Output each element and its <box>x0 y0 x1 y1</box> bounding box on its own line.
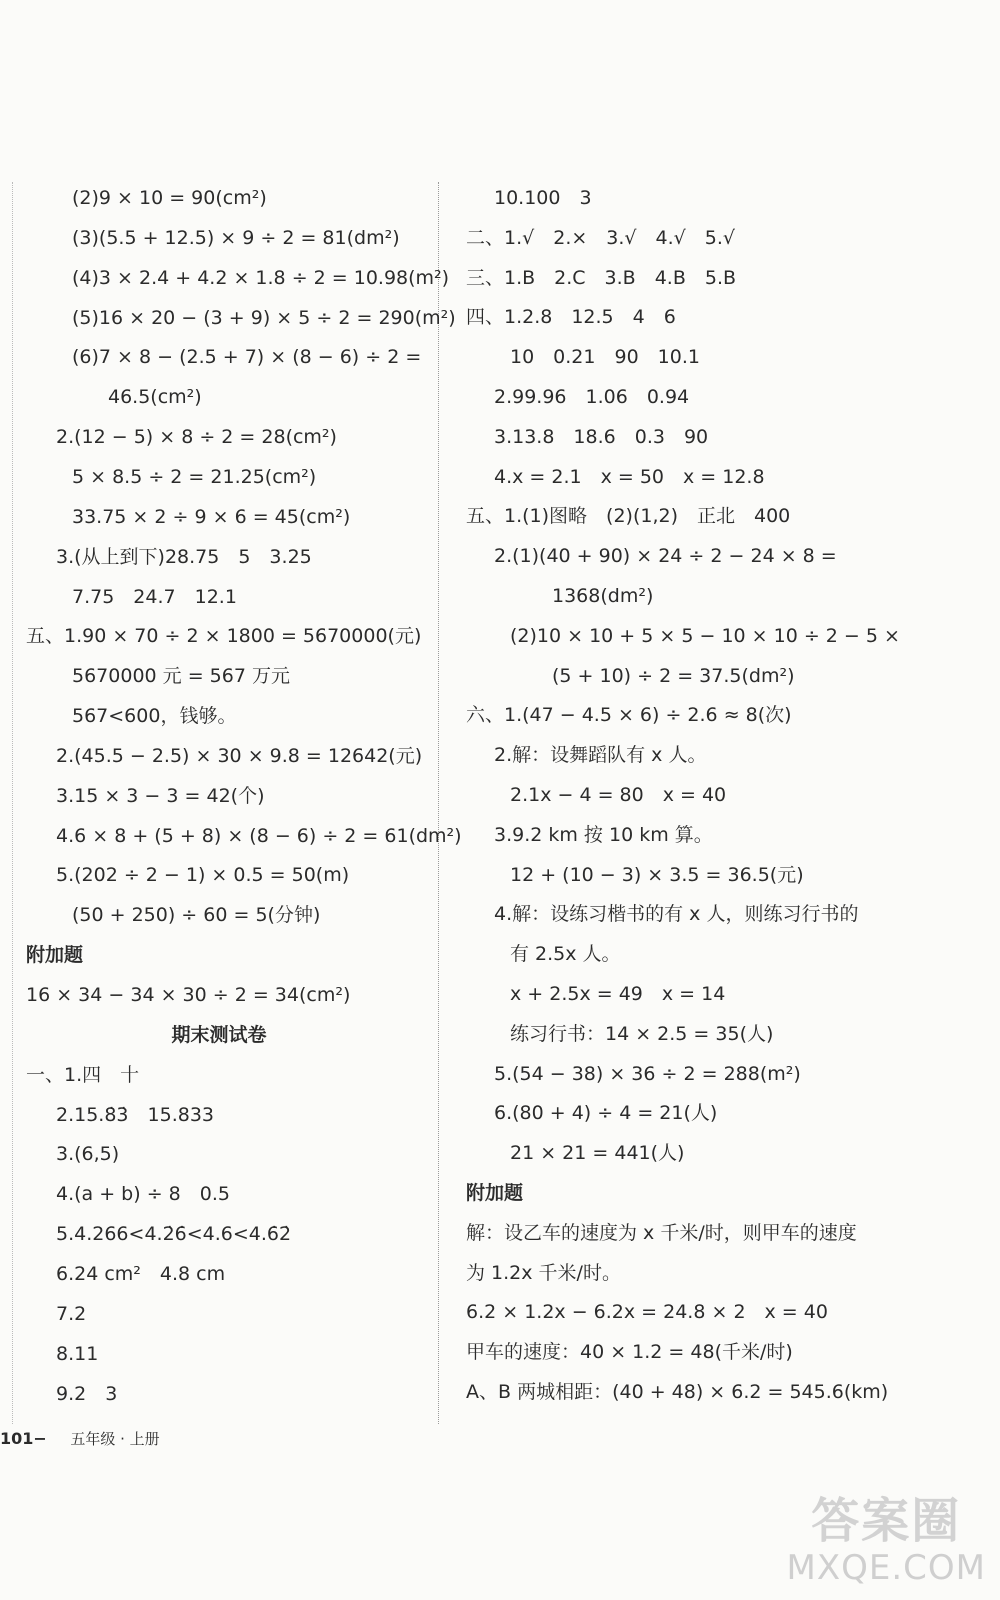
left-answer-line: 附加题 <box>26 944 84 967</box>
left-answer-line: 4.6 × 8 + (5 + 8) × (8 − 6) ÷ 2 = 61(dm²) <box>56 824 462 847</box>
page-footer <box>0 1428 160 1449</box>
left-answer-line: 33.75 × 2 ÷ 9 × 6 = 45(cm²) <box>72 505 351 528</box>
left-answer-line: 5670000 元 = 567 万元 <box>72 665 290 688</box>
right-answer-line: 10 0.21 90 10.1 <box>510 346 700 369</box>
right-answer-line: 2.1x − 4 = 80 x = 40 <box>510 784 727 806</box>
right-answer-line: 2.(1)(40 + 90) × 24 ÷ 2 − 24 × 8 = <box>494 545 837 568</box>
right-answer-line: 解：设乙车的速度为 x 千米/时，则甲车的速度 <box>466 1221 857 1244</box>
right-answer-line: (2)10 × 10 + 5 × 5 − 10 × 10 ÷ 2 − 5 × <box>510 624 900 647</box>
left-answer-line: 2.(45.5 − 2.5) × 30 × 9.8 = 12642(元) <box>56 744 423 767</box>
left-answer-line: 期末测试卷 <box>171 1023 267 1046</box>
left-answer-line: 6.24 cm² 4.8 cm <box>56 1262 226 1285</box>
right-answer-line: 四、1.2.8 12.5 4 6 <box>466 306 676 329</box>
left-answer-line: (5)16 × 20 − (3 + 9) × 5 ÷ 2 = 290(m²) <box>72 306 456 329</box>
right-answer-line: 6.(80 + 4) ÷ 4 = 21(人) <box>494 1102 718 1125</box>
right-answer-line: (5 + 10) ÷ 2 = 37.5(dm²) <box>552 664 795 687</box>
left-answer-line: 五、1.90 × 70 ÷ 2 × 1800 = 5670000(元) <box>26 625 422 648</box>
grade-label: 五年级 · 上册 <box>70 1430 160 1448</box>
left-answer-line: 7.75 24.7 12.1 <box>72 585 237 608</box>
left-answer-line: 3.15 × 3 − 3 = 42(个) <box>56 784 265 807</box>
left-answer-line: (2)9 × 10 = 90(cm²) <box>72 187 267 209</box>
right-answer-line: 10.100 3 <box>494 187 592 209</box>
right-answer-line: 2.解：设舞蹈队有 x 人。 <box>494 744 707 767</box>
right-answer-line: 为 1.2x 千米/时。 <box>466 1261 621 1284</box>
left-answer-line: 2.(12 − 5) × 8 ÷ 2 = 28(cm²) <box>56 426 337 449</box>
right-answer-line: 4.解：设练习楷书的有 x 人，则练习行书的 <box>494 903 859 926</box>
left-answer-line: 46.5(cm²) <box>108 386 202 409</box>
watermark <box>786 1494 986 1588</box>
left-answer-line: 3.(从上到下)28.75 5 3.25 <box>56 545 312 568</box>
left-answer-line: 4.(a + b) ÷ 8 0.5 <box>56 1183 230 1206</box>
right-answer-line: 甲车的速度：40 × 1.2 = 48(千米/时) <box>466 1341 793 1364</box>
right-answer-line: 12 + (10 − 3) × 3.5 = 36.5(元) <box>510 863 804 886</box>
left-answer-line: (6)7 × 8 − (2.5 + 7) × (8 − 6) ÷ 2 = <box>72 346 422 369</box>
right-answer-line: 有 2.5x 人。 <box>510 943 621 966</box>
left-answer-line: 8.11 <box>56 1342 99 1365</box>
right-answer-line: 练习行书：14 × 2.5 = 35(人) <box>510 1022 774 1045</box>
right-answer-line: 三、1.B 2.C 3.B 4.B 5.B <box>466 266 737 289</box>
right-answer-line: x + 2.5x = 49 x = 14 <box>510 983 726 1005</box>
left-answer-line: 5.4.266<4.2̇6̇<4.6<4.6̇2̇ <box>56 1223 292 1246</box>
left-answer-line: (50 + 250) ÷ 60 = 5(分钟) <box>72 904 321 927</box>
left-answer-line: 7.2 <box>56 1302 87 1325</box>
watermark-logo-text: 答案圈 <box>811 1493 962 1549</box>
left-answer-line: 5 × 8.5 ÷ 2 = 21.25(cm²) <box>72 465 317 488</box>
page-number: 101− <box>0 1429 47 1448</box>
right-answer-line: 4.x = 2.1 x = 50 x = 12.8 <box>494 465 765 488</box>
left-answer-line: 9.2 3 <box>56 1382 118 1405</box>
right-answer-line: 六、1.(47 − 4.5 × 6) ÷ 2.6 ≈ 8(次) <box>466 704 792 727</box>
right-answer-line: 5.(54 − 38) × 36 ÷ 2 = 288(m²) <box>494 1062 801 1085</box>
right-answer-line: 2.99.96 1.06 0.94 <box>494 386 690 408</box>
right-answer-line: 1368(dm²) <box>552 585 654 607</box>
right-answer-line: 3.13.8 18.6 0.3 90 <box>494 425 709 448</box>
left-page-border <box>12 182 13 1424</box>
right-answer-line: 附加题 <box>466 1182 524 1204</box>
right-answer-line: 五、1.(1)图略 (2)(1,2) 正北 400 <box>466 505 791 528</box>
left-answer-line: 一、1.四 十 <box>26 1063 140 1086</box>
left-answer-line: (3)(5.5 + 12.5) × 9 ÷ 2 = 81(dm²) <box>72 226 400 249</box>
right-answer-line: 二、1.√ 2.× 3.√ 4.√ 5.√ <box>466 226 735 249</box>
right-answer-line: 3.9.2 km 按 10 km 算。 <box>494 823 713 846</box>
right-answer-line: A、B 两城相距：(40 + 48) × 6.2 = 545.6(km) <box>466 1381 889 1403</box>
left-answer-line: 567<600，钱够。 <box>72 705 237 728</box>
left-answer-line: 2.15.8̇3̇ 15.833 <box>56 1103 215 1126</box>
right-answer-line: 6.2 × 1.2x − 6.2x = 24.8 × 2 x = 40 <box>466 1301 828 1324</box>
left-answer-line: 16 × 34 − 34 × 30 ÷ 2 = 34(cm²) <box>26 984 351 1006</box>
watermark-url: MXQE.COM <box>786 1548 986 1588</box>
left-answer-line: 3.(6,5) <box>56 1143 120 1166</box>
left-answer-line: 5.(202 ÷ 2 − 1) × 0.5 = 50(m) <box>56 864 350 887</box>
column-divider <box>438 182 439 1424</box>
right-answer-line: 21 × 21 = 441(人) <box>510 1142 685 1165</box>
left-answer-line: (4)3 × 2.4 + 4.2 × 1.8 ÷ 2 = 10.98(m²) <box>72 266 450 289</box>
